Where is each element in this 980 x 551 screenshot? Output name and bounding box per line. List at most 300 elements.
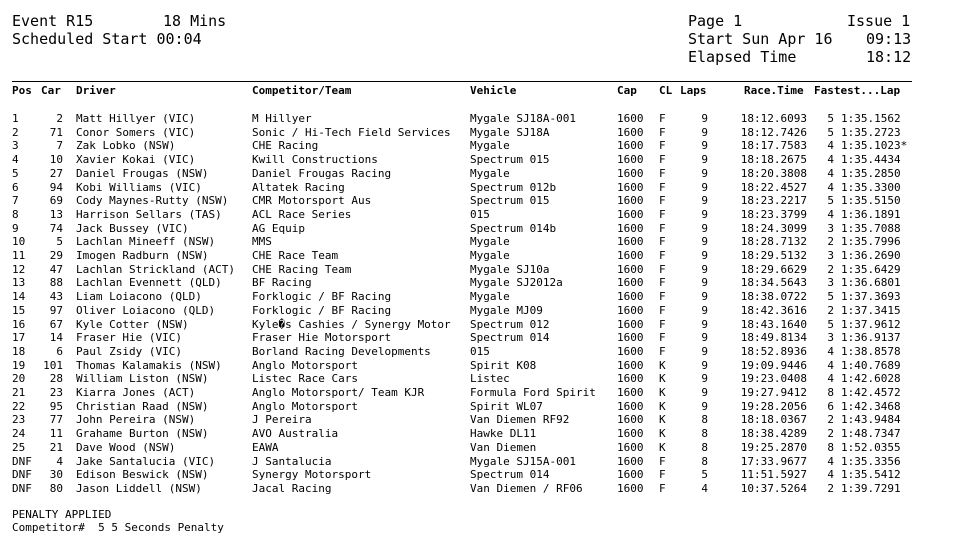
col-race-time: Race.Time (744, 84, 804, 97)
cell-race-time: 18:18.0367 (740, 413, 807, 427)
cell-race-time: 19:09.9446 (740, 358, 807, 372)
cell-team: Fraser Hie Motorsport (252, 331, 392, 345)
table-row (0, 126, 980, 140)
cell-team: Anglo Motorsport (252, 358, 358, 372)
cell-driver: Liam Loiacono (QLD) (76, 290, 202, 304)
cell-race-time: 10:37.5264 (740, 481, 807, 495)
cell-cl: F (659, 139, 666, 153)
cell-car: 5 (56, 235, 63, 249)
cell-cl: F (659, 125, 666, 139)
cell-driver: Dave Wood (NSW) (76, 440, 176, 454)
cell-fastest-lap-time: 1:35.6429 (841, 262, 901, 276)
cell-car: 29 (49, 249, 63, 262)
cell-race-time: 19:27.9412 (740, 386, 807, 399)
table-row (0, 263, 980, 277)
cell-laps: 5 (701, 468, 708, 482)
cell-fastest-lap-time: 1:36.9137 (841, 331, 901, 345)
cell-laps: 9 (701, 249, 708, 262)
cell-driver: Kyle Cotter (NSW) (76, 317, 189, 331)
cell-fastest-lap-number: 3 (827, 276, 834, 290)
cell-vehicle: 015 (470, 344, 490, 358)
cell-cap: 1600 (617, 276, 644, 290)
cell-vehicle: Mygale MJ09 (470, 303, 543, 317)
cell-cap: 1600 (617, 207, 644, 221)
elapsed-time: 18:12 (866, 48, 912, 66)
cell-driver: Cody Maynes-Rutty (NSW) (76, 194, 229, 208)
cell-team: Forklogic / BF Racing (252, 303, 392, 317)
cell-fastest-lap-number: 5 (827, 317, 834, 331)
cell-driver: Grahame Burton (NSW) (76, 427, 209, 441)
cell-fastest-lap-time: 1:38.8578 (841, 344, 901, 358)
cell-laps: 9 (701, 180, 708, 194)
cell-laps: 4 (701, 481, 708, 495)
cell-race-time: 18:28.7132 (740, 235, 807, 249)
cell-cl: F (659, 221, 666, 235)
cell-team: AG Equip (252, 221, 305, 235)
cell-cl: F (659, 317, 666, 331)
table-row (0, 235, 980, 249)
cell-fastest-lap-number: 4 (827, 468, 834, 482)
cell-fastest-lap-number: 2 (827, 413, 834, 427)
cell-race-time: 18:29.5132 (740, 249, 807, 262)
cell-driver: Harrison Sellars (TAS) (76, 207, 222, 221)
cell-laps: 9 (701, 399, 708, 413)
cell-vehicle: Van Diemen / RF06 (470, 481, 583, 495)
cell-fastest-lap-number: 4 (827, 153, 834, 167)
cell-driver: Matt Hillyer (VIC) (76, 112, 196, 125)
cell-team: Listec Race Cars (252, 372, 358, 386)
col-cap: Cap (617, 84, 637, 97)
cell-fastest-lap-time: 1:39.7291 (841, 481, 901, 495)
cell-car: 28 (49, 372, 63, 386)
table-row (0, 455, 980, 469)
cell-fastest-lap-number: 4 (827, 344, 834, 358)
cell-vehicle: Spectrum 014 (470, 331, 550, 345)
table-row (0, 249, 980, 263)
cell-car: 4 (56, 454, 63, 468)
table-row (0, 345, 980, 359)
cell-fastest-lap-time: 1:35.5150 (841, 194, 901, 208)
cell-cl: K (659, 358, 666, 372)
cell-race-time: 18:23.3799 (740, 207, 807, 221)
cell-cap: 1600 (617, 440, 644, 454)
cell-driver: Kiarra Jones (ACT) (76, 386, 196, 399)
cell-fastest-lap-time: 1:43.9484 (841, 413, 901, 427)
col-pos: Pos (12, 84, 32, 97)
cell-cl: K (659, 440, 666, 454)
cell-cap: 1600 (617, 454, 644, 468)
cell-team: BF Racing (252, 276, 312, 290)
elapsed-label: Elapsed Time (688, 48, 797, 66)
table-row (0, 400, 980, 414)
cell-cap: 1600 (617, 468, 644, 482)
cell-vehicle: Spectrum 012b (470, 180, 557, 194)
cell-fastest-lap-number: 5 (827, 290, 834, 304)
cell-team: MMS (252, 235, 272, 249)
cell-team: Kwill Constructions (252, 153, 378, 167)
cell-cl: F (659, 153, 666, 167)
cell-fastest-lap-time: 1:35.3356 (841, 454, 901, 468)
cell-fastest-lap-time: 1:37.3693 (841, 290, 901, 304)
cell-race-time: 18:42.3616 (740, 303, 807, 317)
cell-cap: 1600 (617, 221, 644, 235)
table-row (0, 318, 980, 332)
cell-driver: Zak Lobko (NSW) (76, 139, 176, 153)
cell-fastest-lap-time: 1:35.2723 (841, 125, 901, 139)
cell-fastest-lap-number: 4 (827, 180, 834, 194)
cell-laps: 9 (701, 372, 708, 386)
cell-cl: K (659, 413, 666, 427)
cell-team: EAWA (252, 440, 279, 454)
cell-race-time: 18:20.3808 (740, 166, 807, 180)
cell-laps: 9 (701, 276, 708, 290)
cell-pos: 17 (12, 331, 26, 345)
cell-cap: 1600 (617, 372, 644, 386)
cell-pos: 22 (12, 399, 26, 413)
cell-fastest-lap-time: 1:52.0355 (841, 440, 901, 454)
cell-team: CHE Racing (252, 139, 319, 153)
cell-vehicle: Spectrum 014 (470, 468, 550, 482)
cell-car: 2 (56, 112, 63, 125)
cell-driver: Lachlan Evennett (QLD) (76, 276, 222, 290)
cell-team: J Pereira (252, 413, 312, 427)
cell-fastest-lap-number: 2 (827, 481, 834, 495)
cell-cap: 1600 (617, 331, 644, 345)
cell-pos: 5 (12, 166, 19, 180)
cell-driver: Fraser Hie (VIC) (76, 331, 182, 345)
cell-cl: F (659, 468, 666, 482)
cell-driver: John Pereira (NSW) (76, 413, 196, 427)
cell-pos: 18 (12, 344, 26, 358)
start-time: 09:13 (866, 30, 912, 48)
cell-pos: 20 (12, 372, 26, 386)
cell-cap: 1600 (617, 344, 644, 358)
cell-cap: 1600 (617, 303, 644, 317)
cell-vehicle: Hawke DL11 (470, 427, 537, 441)
cell-car: 23 (49, 386, 63, 399)
cell-fastest-lap-time: 1:37.9612 (841, 317, 901, 331)
cell-fastest-lap-number: 4 (827, 454, 834, 468)
cell-race-time: 18:12.6093 (740, 112, 807, 125)
cell-fastest-lap-number: 5 (827, 112, 834, 125)
cell-fastest-lap-number: 6 (827, 399, 834, 413)
cell-vehicle: Mygale SJ10a (470, 262, 550, 276)
table-row (0, 194, 980, 208)
table-row (0, 304, 980, 318)
cell-vehicle: Listec (470, 372, 510, 386)
cell-team: J Santalucia (252, 454, 332, 468)
cell-car: 47 (49, 262, 63, 276)
cell-cl: F (659, 235, 666, 249)
cell-car: 10 (49, 153, 63, 167)
cell-cl: F (659, 166, 666, 180)
cell-pos: DNF (12, 468, 32, 482)
cell-fastest-lap-number: 4 (827, 166, 834, 180)
cell-driver: Jason Liddell (NSW) (76, 481, 202, 495)
cell-car: 95 (49, 399, 63, 413)
cell-driver: Imogen Radburn (NSW) (76, 249, 209, 262)
cell-vehicle: Spectrum 015 (470, 153, 550, 167)
cell-team: CHE Race Team (252, 249, 339, 262)
cell-cl: F (659, 290, 666, 304)
penalty-line: Competitor# 5 5 Seconds Penalty (12, 521, 224, 534)
table-row (0, 482, 980, 496)
cell-pos: 13 (12, 276, 26, 290)
cell-laps: 9 (701, 112, 708, 125)
cell-fastest-lap-number: 4 (827, 207, 834, 221)
cell-vehicle: Van Diemen (470, 440, 537, 454)
cell-laps: 9 (701, 139, 708, 153)
cell-team: Anglo Motorsport (252, 399, 358, 413)
cell-car: 74 (49, 221, 63, 235)
cell-cap: 1600 (617, 112, 644, 125)
cell-fastest-lap-time: 1:35.1023* (841, 139, 908, 153)
cell-car: 97 (49, 303, 63, 317)
cell-race-time: 18:29.6629 (740, 262, 807, 276)
cell-pos: 11 (12, 249, 26, 262)
cell-race-time: 18:38.4289 (740, 427, 807, 441)
cell-fastest-lap-number: 3 (827, 249, 834, 262)
cell-laps: 9 (701, 358, 708, 372)
cell-race-time: 18:49.8134 (740, 331, 807, 345)
cell-fastest-lap-time: 1:35.4434 (841, 153, 901, 167)
cell-team: Daniel Frougas Racing (252, 166, 392, 180)
cell-cap: 1600 (617, 413, 644, 427)
column-header-row (0, 84, 980, 98)
cell-fastest-lap-number: 4 (827, 358, 834, 372)
cell-laps: 8 (701, 427, 708, 441)
cell-race-time: 18:22.4527 (740, 180, 807, 194)
cell-pos: 8 (12, 207, 19, 221)
cell-pos: 24 (12, 427, 26, 441)
cell-cap: 1600 (617, 125, 644, 139)
cell-fastest-lap-time: 1:35.2850 (841, 166, 901, 180)
cell-vehicle: Mygale (470, 235, 510, 249)
cell-cl: F (659, 249, 666, 262)
cell-laps: 9 (701, 262, 708, 276)
cell-driver: Jack Bussey (VIC) (76, 221, 189, 235)
cell-team: Altatek Racing (252, 180, 345, 194)
cell-cap: 1600 (617, 153, 644, 167)
cell-cl: F (659, 331, 666, 345)
cell-race-time: 18:17.7583 (740, 139, 807, 153)
cell-cl: F (659, 180, 666, 194)
cell-fastest-lap-time: 1:37.3415 (841, 303, 901, 317)
cell-team: Forklogic / BF Racing (252, 290, 392, 304)
cell-race-time: 11:51.5927 (740, 468, 807, 482)
cell-race-time: 19:28.2056 (740, 399, 807, 413)
start-date: Start Sun Apr 16 (688, 30, 833, 48)
cell-pos: 21 (12, 386, 26, 399)
cell-driver: Daniel Frougas (NSW) (76, 166, 209, 180)
cell-laps: 9 (701, 344, 708, 358)
table-row (0, 290, 980, 304)
table-row (0, 441, 980, 455)
cell-car: 71 (49, 125, 63, 139)
table-row (0, 139, 980, 153)
table-row (0, 181, 980, 195)
cell-driver: Edison Beswick (NSW) (76, 468, 209, 482)
cell-driver: Paul Zsidy (VIC) (76, 344, 182, 358)
cell-team: ACL Race Series (252, 207, 352, 221)
cell-cl: F (659, 303, 666, 317)
cell-fastest-lap-time: 1:35.3300 (841, 180, 901, 194)
cell-fastest-lap-time: 1:42.4572 (841, 386, 901, 399)
cell-pos: 7 (12, 194, 19, 208)
cell-laps: 9 (701, 235, 708, 249)
results-table (0, 112, 980, 502)
cell-cl: F (659, 344, 666, 358)
cell-race-time: 17:33.9677 (740, 454, 807, 468)
cell-vehicle: Formula Ford Spirit (470, 386, 596, 399)
event-name: Event R15 (12, 12, 94, 30)
col-team: Competitor/Team (252, 84, 352, 97)
cell-laps: 9 (701, 331, 708, 345)
cell-car: 94 (49, 180, 63, 194)
cell-cap: 1600 (617, 399, 644, 413)
cell-cap: 1600 (617, 262, 644, 276)
cell-vehicle: Mygale (470, 166, 510, 180)
cell-car: 101 (43, 358, 63, 372)
cell-fastest-lap-number: 8 (827, 440, 834, 454)
cell-car: 67 (49, 317, 63, 331)
cell-cl: F (659, 194, 666, 208)
cell-cap: 1600 (617, 317, 644, 331)
cell-team: Anglo Motorsport/ Team KJR (252, 386, 425, 399)
cell-fastest-lap-time: 1:35.5412 (841, 468, 901, 482)
cell-laps: 8 (701, 454, 708, 468)
cell-fastest-lap-number: 2 (827, 235, 834, 249)
cell-cap: 1600 (617, 235, 644, 249)
cell-laps: 9 (701, 207, 708, 221)
header-divider (12, 81, 912, 82)
cell-driver: Jake Santalucia (VIC) (76, 454, 216, 468)
cell-cl: K (659, 399, 666, 413)
table-row (0, 427, 980, 441)
cell-race-time: 18:18.2675 (740, 153, 807, 167)
cell-fastest-lap-number: 4 (827, 139, 834, 153)
cell-car: 69 (49, 194, 63, 208)
cell-car: 88 (49, 276, 63, 290)
cell-driver: Thomas Kalamakis (NSW) (76, 358, 222, 372)
cell-fastest-lap-number: 8 (827, 386, 834, 399)
cell-vehicle: Mygale SJ18A-001 (470, 112, 576, 125)
cell-pos: 1 (12, 112, 19, 125)
cell-cap: 1600 (617, 427, 644, 441)
cell-pos: 23 (12, 413, 26, 427)
cell-fastest-lap-time: 1:40.7689 (841, 358, 901, 372)
cell-car: 80 (49, 481, 63, 495)
cell-pos: 15 (12, 303, 26, 317)
cell-race-time: 18:34.5643 (740, 276, 807, 290)
cell-vehicle: Spirit K08 (470, 358, 537, 372)
cell-cap: 1600 (617, 358, 644, 372)
cell-cl: K (659, 372, 666, 386)
table-row (0, 208, 980, 222)
cell-team: Borland Racing Developments (252, 344, 431, 358)
cell-laps: 9 (701, 303, 708, 317)
cell-cl: F (659, 112, 666, 125)
cell-laps: 9 (701, 386, 708, 399)
cell-race-time: 18:23.2217 (740, 194, 807, 208)
cell-cl: K (659, 386, 666, 399)
cell-vehicle: Spirit WL07 (470, 399, 543, 413)
cell-vehicle: Mygale (470, 249, 510, 262)
cell-cap: 1600 (617, 290, 644, 304)
cell-car: 21 (49, 440, 63, 454)
cell-team: M Hillyer (252, 112, 312, 125)
cell-vehicle: Spectrum 015 (470, 194, 550, 208)
cell-cl: K (659, 427, 666, 441)
cell-car: 6 (56, 344, 63, 358)
cell-fastest-lap-time: 1:42.6028 (841, 372, 901, 386)
cell-driver: William Liston (NSW) (76, 372, 209, 386)
cell-laps: 8 (701, 440, 708, 454)
cell-driver: Oliver Loiacono (QLD) (76, 303, 216, 317)
table-row (0, 112, 980, 126)
cell-car: 7 (56, 139, 63, 153)
cell-fastest-lap-time: 1:36.1891 (841, 207, 901, 221)
cell-pos: 6 (12, 180, 19, 194)
cell-cap: 1600 (617, 180, 644, 194)
cell-team: Synergy Motorsport (252, 468, 372, 482)
cell-fastest-lap-number: 2 (827, 303, 834, 317)
cell-laps: 9 (701, 166, 708, 180)
cell-fastest-lap-time: 1:48.7347 (841, 427, 901, 441)
cell-cap: 1600 (617, 139, 644, 153)
cell-vehicle: Mygale SJ18A (470, 125, 550, 139)
cell-laps: 9 (701, 317, 708, 331)
cell-fastest-lap-number: 5 (827, 125, 834, 139)
cell-laps: 9 (701, 290, 708, 304)
cell-fastest-lap-number: 3 (827, 331, 834, 345)
table-row (0, 276, 980, 290)
cell-vehicle: Mygale SJ15A-001 (470, 454, 576, 468)
cell-cl: F (659, 481, 666, 495)
cell-driver: Lachlan Mineeff (NSW) (76, 235, 216, 249)
cell-cl: F (659, 454, 666, 468)
cell-cl: F (659, 276, 666, 290)
cell-cap: 1600 (617, 386, 644, 399)
cell-cap: 1600 (617, 249, 644, 262)
cell-pos: DNF (12, 481, 32, 495)
cell-laps: 9 (701, 153, 708, 167)
cell-team: CMR Motorsport Aus (252, 194, 372, 208)
cell-pos: 4 (12, 153, 19, 167)
cell-vehicle: Van Diemen RF92 (470, 413, 570, 427)
col-fastest-lap: Fastest...Lap (814, 84, 901, 97)
cell-vehicle: 015 (470, 207, 490, 221)
cell-pos: 16 (12, 317, 26, 331)
cell-car: 43 (49, 290, 63, 304)
cell-cl: F (659, 262, 666, 276)
cell-vehicle: Mygale (470, 290, 510, 304)
cell-fastest-lap-time: 1:35.7996 (841, 235, 901, 249)
cell-vehicle: Mygale (470, 139, 510, 153)
cell-car: 11 (49, 427, 63, 441)
scheduled-start: Scheduled Start 00:04 (12, 30, 202, 48)
cell-cap: 1600 (617, 481, 644, 495)
cell-driver: Christian Raad (NSW) (76, 399, 209, 413)
cell-cap: 1600 (617, 166, 644, 180)
cell-pos: 19 (12, 358, 26, 372)
cell-race-time: 18:38.0722 (740, 290, 807, 304)
cell-fastest-lap-time: 1:36.2690 (841, 249, 901, 262)
cell-race-time: 18:24.3099 (740, 221, 807, 235)
cell-car: 13 (49, 207, 63, 221)
cell-pos: 14 (12, 290, 26, 304)
table-row (0, 372, 980, 386)
